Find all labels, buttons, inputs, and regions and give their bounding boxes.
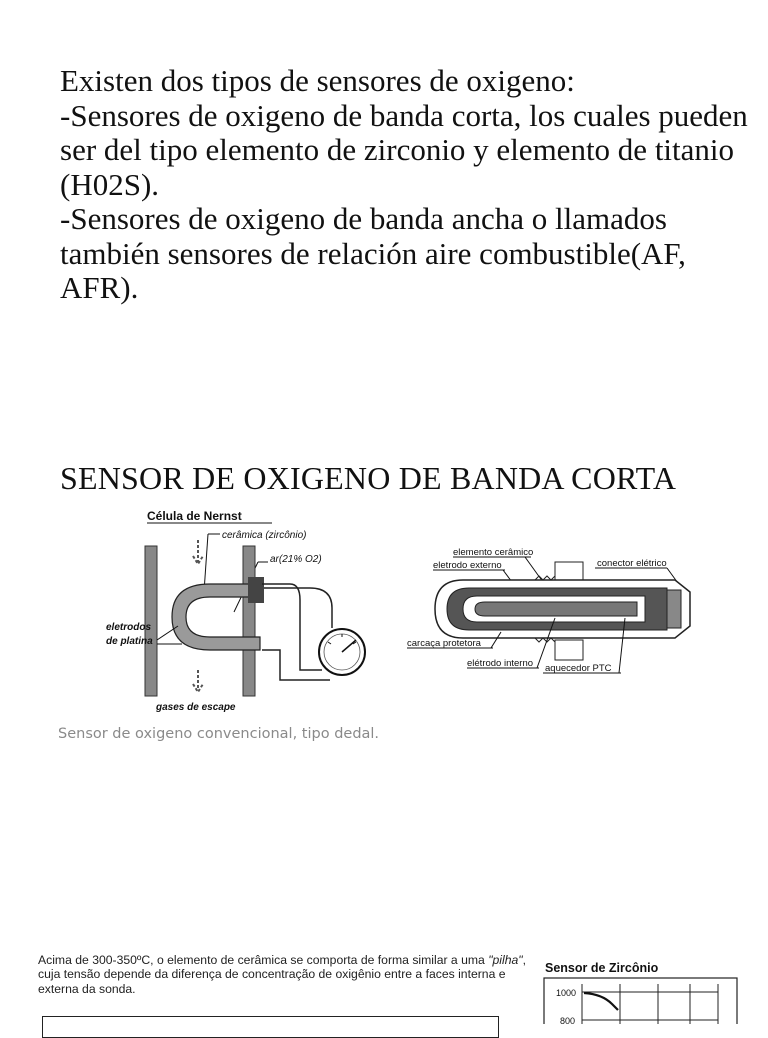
label-air: ar(21% O2) [270, 554, 322, 565]
label-ceramic: cerâmica (zircônio) [222, 530, 307, 541]
tick-1000: 1000 [556, 988, 577, 998]
intro-item-narrowband: -Sensores de oxigeno de banda corta, los cuales pueden ser del tipo elemento de zirconio y elemento de titanio (H02S). [60, 97, 748, 202]
label-external-electrode: eletrodo externo [433, 560, 502, 571]
nernst-cell-figure [100, 500, 390, 720]
tick-800: 800 [560, 1016, 576, 1024]
bottom-paragraph [38, 953, 532, 996]
bottom-text-part1: Acima de 300-350ºC, o elemento de cerâmica se comporta de forma similar a uma [38, 953, 489, 967]
zirconia-chart-title: Sensor de Zircônio [545, 961, 659, 975]
nernst-cell-diagram [100, 500, 390, 720]
label-heater: aquecedor PTC [545, 663, 612, 674]
section-title: SENSOR DE OXIGENO DE BANDA CORTA [60, 460, 677, 496]
zirconia-chart-fragment [540, 958, 740, 1024]
label-housing: carcaça protetora [407, 638, 481, 649]
intro-line: Existen dos tipos de sensores de oxigeno: [60, 63, 575, 98]
intro-text [60, 64, 750, 306]
bottom-text-italic: "pilha" [488, 953, 523, 967]
label-electrodes-1: eletrodos [106, 622, 152, 633]
bottom-boxed-text [42, 1016, 499, 1038]
label-electrodes-2: de platina [106, 636, 153, 647]
sensor-cross-section-figure [405, 540, 705, 685]
label-internal-electrode: elétrodo interno [467, 658, 534, 669]
label-connector: conector elétrico [597, 558, 667, 569]
label-ceramic-element: elemento cerâmico [453, 547, 534, 558]
zirconia-chart [540, 958, 740, 1024]
label-gases: gases de escape [156, 702, 236, 713]
bottom-text-part2: , cuja tensão depende da diferença de concentração de oxigênio entre a faces interna e externa da sonda. [38, 953, 526, 996]
figure-caption: Sensor de oxigeno convencional, tipo dedal. [58, 726, 380, 742]
voltmeter-icon [319, 629, 365, 675]
nernst-title: Célula de Nernst [147, 509, 242, 523]
intro-item-wideband: -Sensores de oxigeno de banda ancha o llamados también sensores de relación aire combustible(AF, AFR). [60, 201, 686, 305]
sensor-cross-section-diagram [405, 540, 705, 685]
